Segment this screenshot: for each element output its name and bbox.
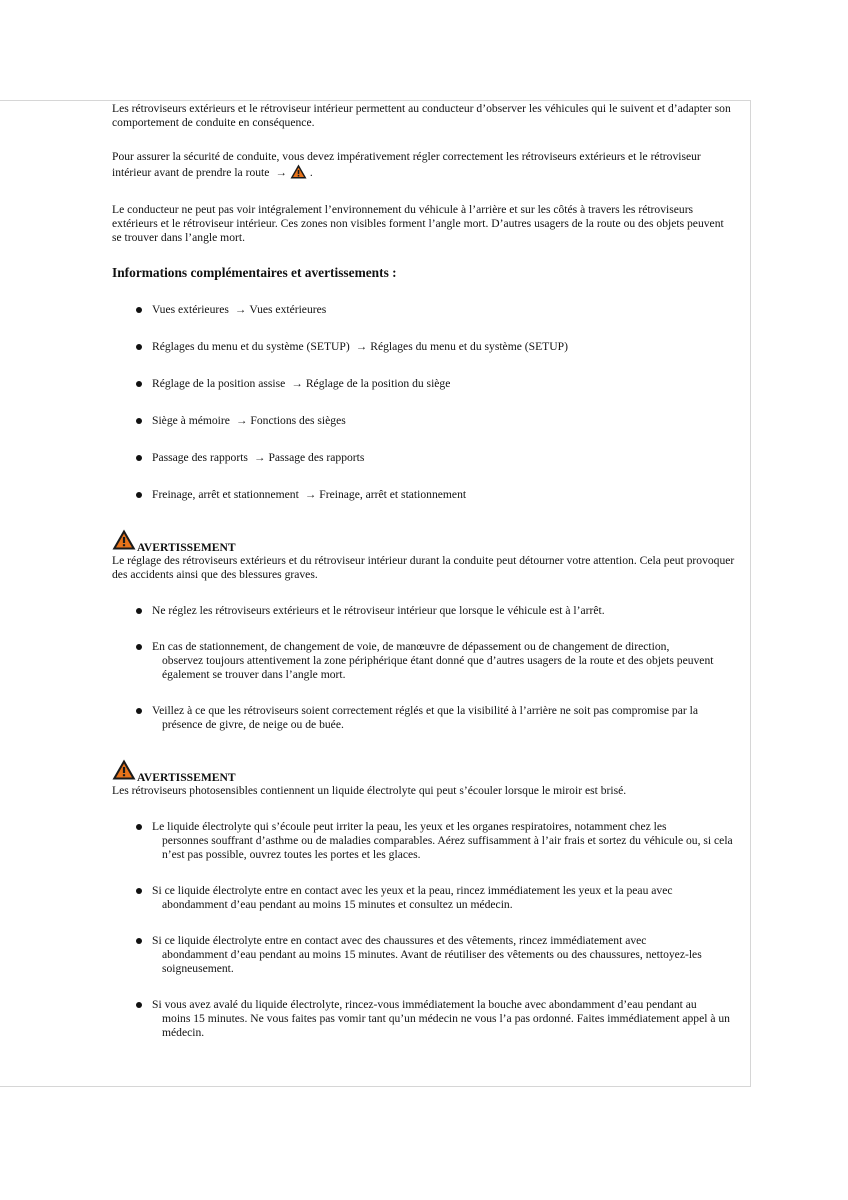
list-item: Veillez à ce que les rétroviseurs soient correctement réglés et que la visibilité à l’arrière ne soit pas compromise par la présence de givre, de neige ou de buée. [136,704,736,732]
warning-icon [112,759,136,784]
warning-header [112,760,736,784]
bullet [136,644,142,650]
arrow-glyph: → [234,303,247,316]
list-item: Ne réglez les rétroviseurs extérieurs et le rétroviseur intérieur que lorsque le véhicule est à l’arrêt. [136,604,736,618]
warning-list [136,820,736,1040]
bullet [136,938,142,944]
ref-label: Vues extérieures [152,303,229,316]
list-item [136,303,736,317]
list-item: Le liquide électrolyte qui s’écoule peut irriter la peau, les yeux et les organes respiratoires, notamment chez les personnes souffrant d’asthme ou de maladies comparables. Aérez suffisamment à l’air frais et sortez du véhicule ou, si cela n’est pas possible, ouvrez toutes les portes et les glaces. [136,820,736,862]
warning-icon [112,529,136,554]
ref-label: Passage des rapports [152,451,248,464]
ref-link[interactable]: Freinage, arrêt et stationnement [319,488,467,501]
ref-link[interactable]: Fonctions des sièges [250,414,346,427]
bullet [136,708,142,714]
arrow-glyph: → [275,166,287,179]
bullet [136,824,142,830]
bullet [136,1002,142,1008]
bullet [136,418,142,424]
document-body [112,102,736,1040]
ref-label: Siège à mémoire [152,414,230,427]
warning-title: AVERTISSEMENT [137,541,236,554]
arrow-glyph: → [304,488,317,501]
ref-label: Réglages du menu et du système (SETUP) [152,340,350,353]
warning-block [112,530,736,732]
ref-link[interactable]: Réglages du menu et du système (SETUP) [370,340,568,353]
list-item: Si ce liquide électrolyte entre en contact avec les yeux et la peau, rincez immédiatement les yeux et la peau avec abondamment d’eau pendant au moins 15 minutes et consultez un médecin. [136,884,736,912]
warning-intro: Le réglage des rétroviseurs extérieurs et du rétroviseur intérieur durant la conduite peut détourner votre attention. Cela peut provoquer des accidents ainsi que des blessures graves. [112,554,735,581]
list-item [136,488,736,502]
bullet [136,455,142,461]
warning-header [112,530,736,554]
warning-list [136,604,736,732]
arrow-glyph: → [291,377,303,390]
list-item [136,451,736,465]
arrow-glyph: → [355,340,368,353]
blind-spot-paragraph: Le conducteur ne peut pas voir intégralement l’environnement du véhicule à l’arrière et sur les côtés à travers les rétroviseurs extérieurs et le rétroviseur intérieur. Ces zones non visibles forment l’angle mort. D’autres usagers de la route ou des objets peuvent se trouver dans l’angle mort. [112,203,724,244]
ref-link[interactable]: Vues extérieures [249,303,327,316]
bullet [136,344,142,350]
warning-intro: Les rétroviseurs photosensibles contiennent un liquide électrolyte qui peut s’écouler lorsque le miroir est brisé. [112,784,627,797]
bullet [136,492,142,498]
period: . [309,166,313,179]
ref-link[interactable]: Passage des rapports [268,451,365,464]
list-item [136,414,736,428]
bullet [136,888,142,894]
warning-title: AVERTISSEMENT [137,771,236,784]
list-item: En cas de stationnement, de changement de voie, de manœuvre de dépassement ou de changement de direction, observez toujours attentivement la zone périphérique étant donné que d’autres usagers de la route et des objets peuvent également se trouver dans l’angle mort. [136,640,736,682]
reference-list [136,303,736,502]
ref-label: Réglage de la position assise [152,377,286,390]
warning-icon[interactable] [290,164,307,183]
section-title: Informations complémentaires et avertissements : [112,265,397,280]
bullet [136,608,142,614]
warning-block [112,760,736,1040]
list-item [136,377,736,391]
bullet [136,307,142,313]
arrow-glyph: → [253,451,266,464]
safety-paragraph: Pour assurer la sécurité de conduite, vous devez impérativement régler correctement les rétroviseurs extérieurs et le rétroviseur intérieur avant de prendre la route → . [112,150,736,183]
list-item: Si vous avez avalé du liquide électrolyte, rincez-vous immédiatement la bouche avec abondamment d’eau pendant au moins 15 minutes. Ne vous faites pas vomir tant qu’un médecin ne vous l’a pas ordonné. Faites immédiatement appel à un médecin. [136,998,736,1040]
ref-link[interactable]: Réglage de la position du siège [305,377,451,390]
ref-label: Freinage, arrêt et stationnement [152,488,299,501]
list-item: Si ce liquide électrolyte entre en contact avec des chaussures et des vêtements, rincez immédiatement avec abondamment d’eau pendant au moins 15 minutes. Avant de réutiliser des vêtements ou des chaussures, nettoyez-les soigneusement. [136,934,736,976]
bullet [136,381,142,387]
intro-paragraph: Les rétroviseurs extérieurs et le rétroviseur intérieur permettent au conducteur d’observer les véhicules qui le suivent et d’adapter son comportement de conduite en conséquence. [112,102,731,129]
arrow-glyph: → [235,414,248,427]
list-item [136,340,736,354]
